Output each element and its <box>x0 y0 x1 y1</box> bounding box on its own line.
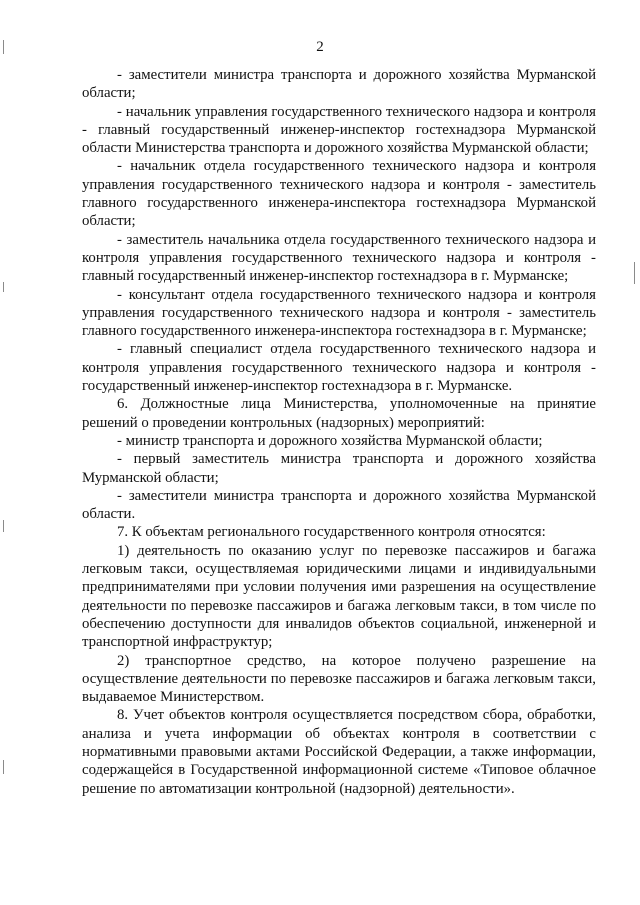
paragraph-item-7-1: 1) деятельность по оказанию услуг по перевозке пассажиров и багажа легковым такси, осуществляемая юридическими лицами и индивидуальными предпринимателями при условии получения ими разрешения на осуществление деятельности по перевозке пассажиров и багажа легковым такси, в том числе по обеспечению доступности для инвалидов объектов социальной, инженерной и транспортной инфраструктур; <box>82 542 596 651</box>
paragraph-head-of-department: - начальник управления государственного технического надзора и контроля - главный государственный инженер-инспектор гостехнадзора Мурманской области Министерства транспорта и дорожного хозяйства Мурманской области; <box>82 103 596 157</box>
document-body <box>82 66 596 798</box>
paragraph-first-deputy-minister: - первый заместитель министра транспорта и дорожного хозяйства Мурманской области; <box>82 451 596 486</box>
paragraph-deputy-ministers-2: - заместители министра транспорта и дорожного хозяйства Мурманской области. <box>82 487 596 523</box>
scan-edge-mark-left-bottom <box>3 760 4 774</box>
paragraph-minister: - министр транспорта и дорожного хозяйства Мурманской области; <box>117 432 543 449</box>
paragraph-item-7: 7. К объектам регионального государственного контроля относятся: <box>117 524 546 541</box>
paragraph-item-6: 6. Должностные лица Министерства, уполномоченные на принятие решений о проведении контрольных (надзорных) мероприятий: <box>82 396 596 431</box>
scan-edge-mark-left-middle <box>3 282 4 292</box>
paragraph-head-of-division: - начальник отдела государственного технического надзора и контроля управления государственного технического надзора и контроля - заместитель главного государственного инженера-инспектора гостехнадзора Мурманской области; <box>82 158 596 230</box>
paragraph-deputy-ministers: - заместители министра транспорта и дорожного хозяйства Мурманской области; <box>82 67 596 102</box>
scan-edge-mark-left-top <box>3 40 4 54</box>
scan-edge-mark-right <box>634 262 635 284</box>
paragraph-chief-specialist: - главный специалист отдела государственного технического надзора и контроля управления государственного технического надзора и контроля - государственный инженер-инспектор гостехнадзора в г. Мурманске. <box>82 341 596 395</box>
paragraph-item-7-2: 2) транспортное средство, на которое получено разрешение на осуществление деятельности по перевозке пассажиров и багажа легковым такси, выдаваемое Министерством. <box>82 652 596 706</box>
paragraph-deputy-head-of-division: - заместитель начальника отдела государственного технического надзора и контроля управления государственного технического надзора и контроля - главный государственный инженер-инспектор гостехнадзора в г. Мурманске; <box>82 231 596 285</box>
paragraph-item-8: 8. Учет объектов контроля осуществляется посредством сбора, обработки, анализа и учета информации об объектах контроля в соответствии с нормативными правовыми актами Российской Федерации, а также информации, содержащейся в Государственной информационной системе «Типовое облачное решение по автоматизации контрольной (надзорной) деятельности». <box>82 707 596 797</box>
scan-edge-mark-left-lower <box>3 520 4 532</box>
paragraph-consultant: - консультант отдела государственного технического надзора и контроля управления государственного технического надзора и контроля - заместитель главного государственного инженера-инспектора гостехнадзора в г. Мурманске; <box>82 286 596 340</box>
page-number: 2 <box>316 39 324 55</box>
